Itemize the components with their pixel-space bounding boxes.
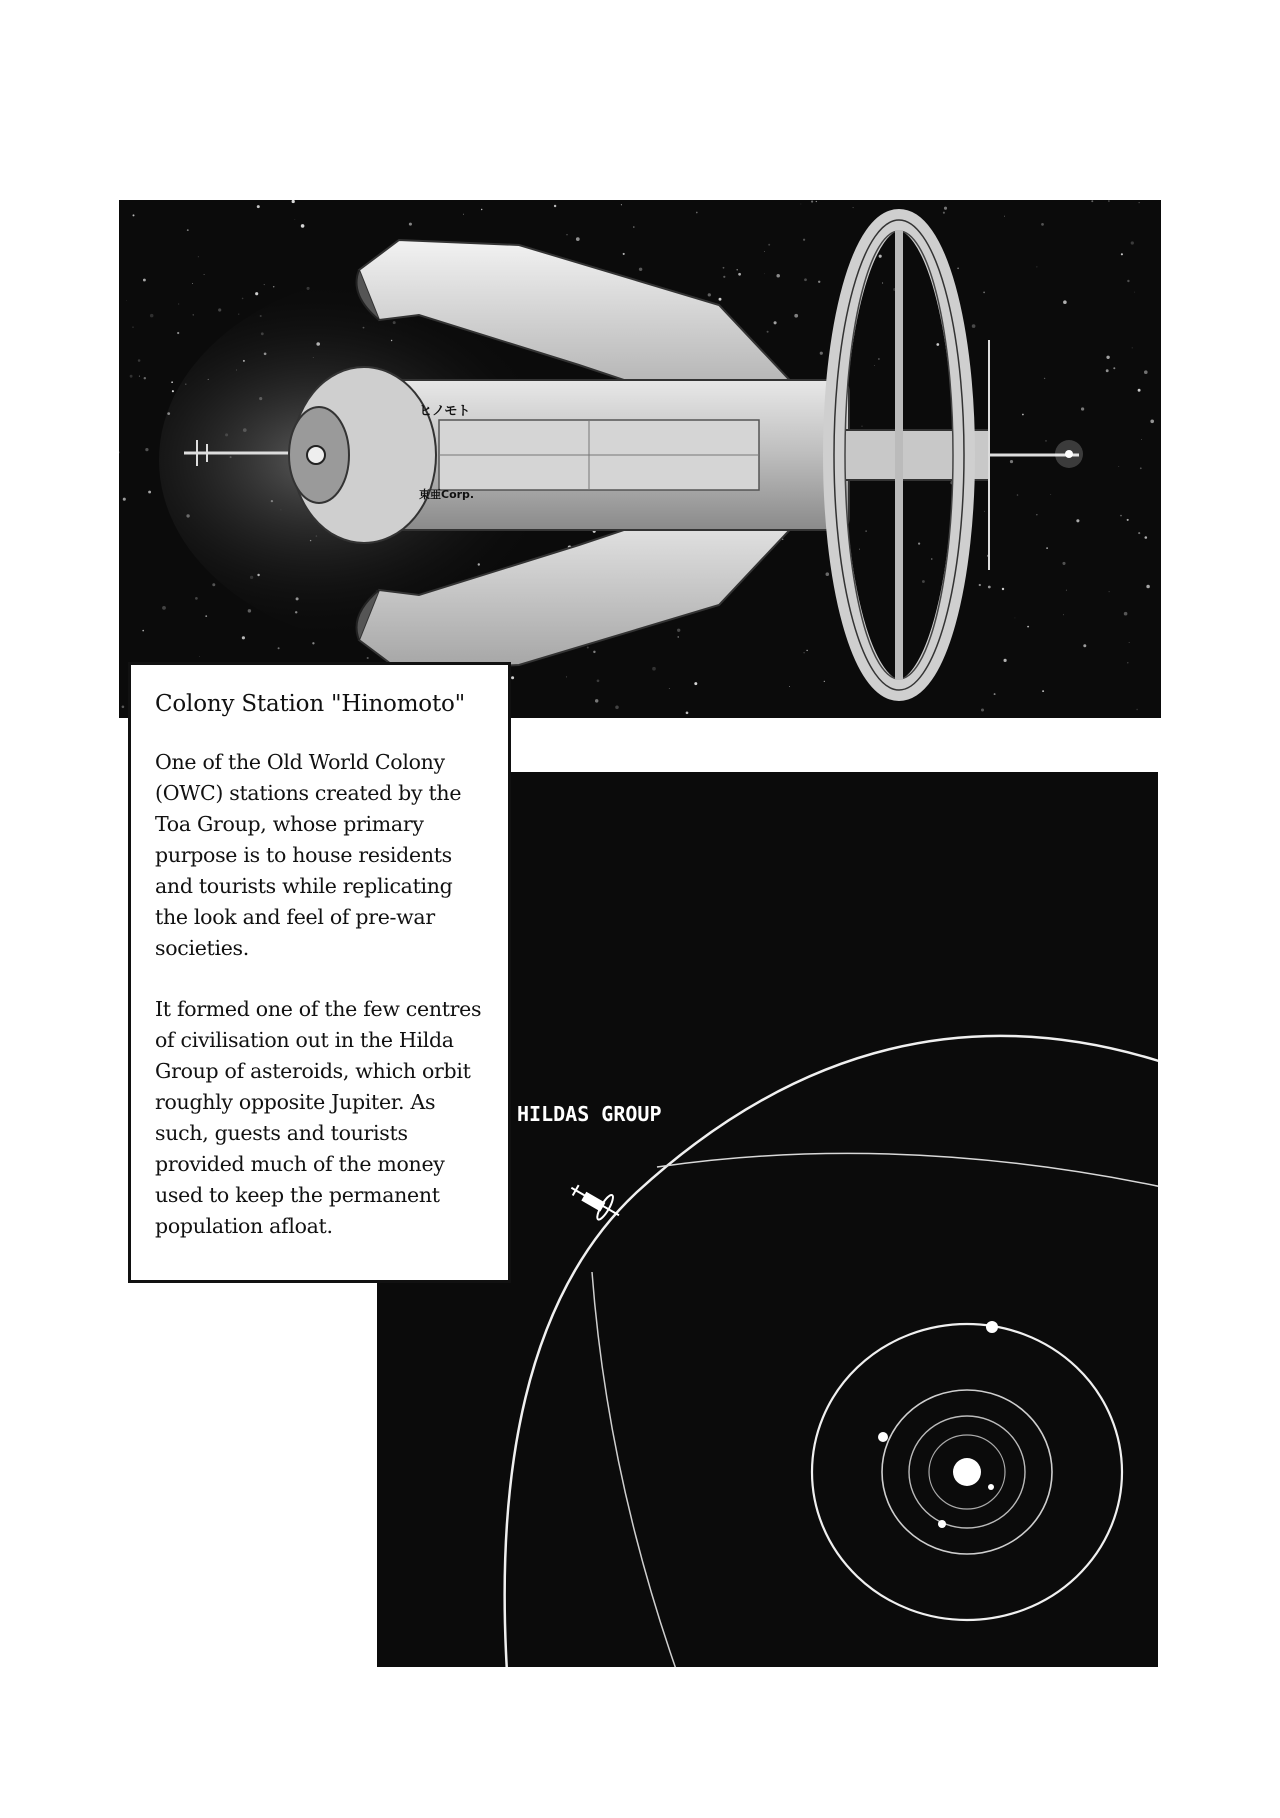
star [144, 377, 146, 379]
star [143, 279, 146, 282]
star [931, 558, 932, 559]
star [205, 615, 207, 617]
star [1046, 547, 1048, 549]
caption-line: and tourists while replicating [155, 874, 453, 898]
star [242, 636, 245, 639]
star [301, 224, 305, 228]
star [811, 201, 813, 203]
star [409, 223, 412, 226]
star [943, 212, 945, 214]
star [312, 642, 314, 644]
star [148, 491, 151, 494]
star [1063, 614, 1064, 615]
star [177, 332, 179, 334]
star [1106, 356, 1109, 359]
star [774, 321, 777, 324]
star [623, 253, 625, 255]
star [972, 324, 976, 328]
star [1136, 709, 1137, 710]
star [595, 699, 598, 702]
caption-line: population afloat. [155, 1214, 333, 1238]
star [1045, 440, 1047, 442]
caption-line: It formed one of the few centres [155, 997, 482, 1021]
star [576, 237, 580, 241]
star [119, 451, 120, 453]
caption-line: purpose is to house residents [155, 843, 452, 867]
sun-marker [953, 1458, 981, 1486]
hull-text-1: ヒノモト [419, 404, 471, 419]
star [130, 375, 133, 378]
caption-line: the look and feel of pre-war [155, 905, 435, 929]
caption-line: roughly opposite Jupiter. As [155, 1090, 436, 1114]
star [192, 283, 193, 284]
star [694, 682, 697, 685]
star [957, 267, 959, 269]
star [1138, 389, 1141, 392]
hildas-orbit-arc [505, 1036, 1158, 1667]
star [133, 327, 134, 328]
star [1150, 419, 1154, 423]
star [126, 300, 127, 301]
star [803, 652, 804, 653]
star [696, 212, 698, 214]
star [255, 292, 258, 295]
star [981, 708, 984, 711]
star [1063, 300, 1067, 304]
caption-line: of civilisation out in the Hilda [155, 1028, 454, 1052]
star [1044, 378, 1045, 379]
star [686, 711, 689, 714]
star [1127, 280, 1129, 282]
star [824, 681, 825, 682]
caption-line: (OWC) stations created by the [155, 781, 462, 805]
star [1076, 519, 1079, 522]
star [818, 281, 820, 283]
star [719, 298, 722, 301]
caption-paragraph-1 [155, 747, 484, 964]
star [1140, 467, 1142, 469]
star [1091, 200, 1093, 202]
star [145, 448, 148, 451]
star [1027, 626, 1029, 628]
star [1002, 588, 1004, 590]
star [367, 657, 369, 659]
star [566, 676, 567, 677]
star [257, 205, 260, 208]
star [1106, 369, 1109, 372]
star [1124, 612, 1128, 616]
star [198, 256, 199, 257]
star [212, 583, 215, 586]
star [678, 636, 679, 637]
star [776, 274, 780, 278]
star [1004, 216, 1005, 217]
star [1134, 292, 1135, 293]
caption-line: provided much of the money [155, 1152, 445, 1176]
star [1121, 253, 1123, 255]
star [138, 359, 141, 362]
star [1132, 347, 1133, 348]
star [1108, 200, 1110, 202]
star [764, 273, 765, 274]
star [1127, 662, 1128, 663]
star [736, 269, 737, 270]
caption-line: societies. [155, 936, 249, 960]
star [944, 207, 947, 210]
star [1120, 515, 1122, 517]
star [1050, 494, 1051, 495]
star [853, 207, 854, 208]
star [248, 609, 251, 612]
star [806, 650, 807, 651]
star [1113, 367, 1115, 369]
caption-line: One of the Old World Colony [155, 750, 445, 774]
star [554, 205, 556, 207]
star [1127, 519, 1129, 521]
star [803, 239, 805, 241]
star [1042, 690, 1044, 692]
star [767, 331, 769, 333]
star [133, 214, 135, 216]
station-icon [564, 1176, 626, 1228]
star [587, 646, 589, 648]
star [984, 511, 985, 512]
star [162, 606, 166, 610]
star [1145, 536, 1148, 539]
star [1118, 466, 1119, 467]
star [1139, 202, 1140, 203]
star [1144, 370, 1148, 374]
star [723, 276, 725, 278]
star [1109, 591, 1110, 592]
star [639, 268, 642, 271]
star [804, 278, 807, 281]
star [764, 251, 765, 252]
caption-line: Toa Group, whose primary [155, 812, 424, 836]
star [859, 549, 860, 550]
star [615, 706, 619, 710]
star [1141, 439, 1142, 440]
star [652, 667, 656, 671]
star [768, 244, 770, 246]
star [988, 586, 991, 589]
caption-line: Group of asteroids, which orbit [155, 1059, 471, 1083]
star [187, 229, 189, 231]
star [204, 274, 205, 275]
star [936, 343, 939, 346]
star [1041, 223, 1044, 226]
star [294, 219, 295, 220]
star [1066, 590, 1067, 591]
star [983, 292, 985, 294]
star [669, 688, 670, 689]
star [1138, 532, 1140, 534]
star [979, 584, 981, 586]
star [1083, 644, 1086, 647]
star [826, 572, 830, 576]
hull-text-2: 東亜Corp. [419, 488, 475, 501]
star [621, 204, 622, 205]
star [264, 284, 265, 285]
star [139, 376, 140, 377]
star [922, 580, 925, 583]
star [677, 629, 680, 632]
star [171, 381, 173, 383]
star [593, 651, 595, 653]
star [123, 498, 126, 501]
star [1017, 494, 1019, 496]
star [481, 209, 482, 210]
star [1014, 617, 1015, 618]
star [597, 679, 600, 682]
star [1010, 460, 1013, 463]
star [874, 365, 875, 366]
star [238, 314, 239, 315]
station-illustration [119, 200, 1161, 718]
star [738, 273, 741, 276]
star [789, 686, 790, 687]
star [273, 286, 274, 287]
star [199, 656, 200, 657]
star [994, 693, 996, 695]
star [1036, 266, 1037, 267]
jupiter-marker [986, 1321, 998, 1333]
star [463, 214, 464, 215]
star [801, 204, 802, 205]
star [1146, 585, 1150, 589]
star [122, 706, 125, 709]
star [292, 200, 295, 203]
star [1036, 514, 1037, 515]
hildas-group-label: HILDAS GROUP [517, 1102, 662, 1126]
star [918, 543, 920, 545]
star [150, 314, 154, 318]
star [820, 352, 823, 355]
star [708, 293, 711, 296]
star [865, 530, 866, 531]
star [723, 267, 725, 269]
star [218, 308, 221, 311]
star [242, 298, 244, 300]
star [1129, 642, 1130, 643]
star [861, 425, 862, 426]
station-illustration-panel [119, 200, 1161, 718]
star [1022, 414, 1024, 416]
caption-line: used to keep the permanent [155, 1183, 440, 1207]
star [511, 676, 514, 679]
star [193, 314, 194, 315]
caption-title: Colony Station "Hinomoto" [155, 691, 466, 717]
star [142, 630, 144, 632]
star [882, 282, 883, 283]
star [195, 597, 198, 600]
star [1004, 659, 1007, 662]
star [794, 314, 798, 318]
caption-line: such, guests and tourists [155, 1121, 408, 1145]
star [567, 234, 568, 235]
star [172, 390, 174, 392]
star [1081, 407, 1084, 410]
star [878, 358, 880, 360]
star [1131, 241, 1134, 244]
star [178, 303, 179, 304]
caption-paragraph-2 [155, 994, 484, 1242]
star [816, 201, 817, 202]
star [633, 226, 635, 228]
caption-box [128, 662, 511, 1283]
star [278, 647, 280, 649]
star [879, 255, 882, 258]
star [1062, 562, 1065, 565]
